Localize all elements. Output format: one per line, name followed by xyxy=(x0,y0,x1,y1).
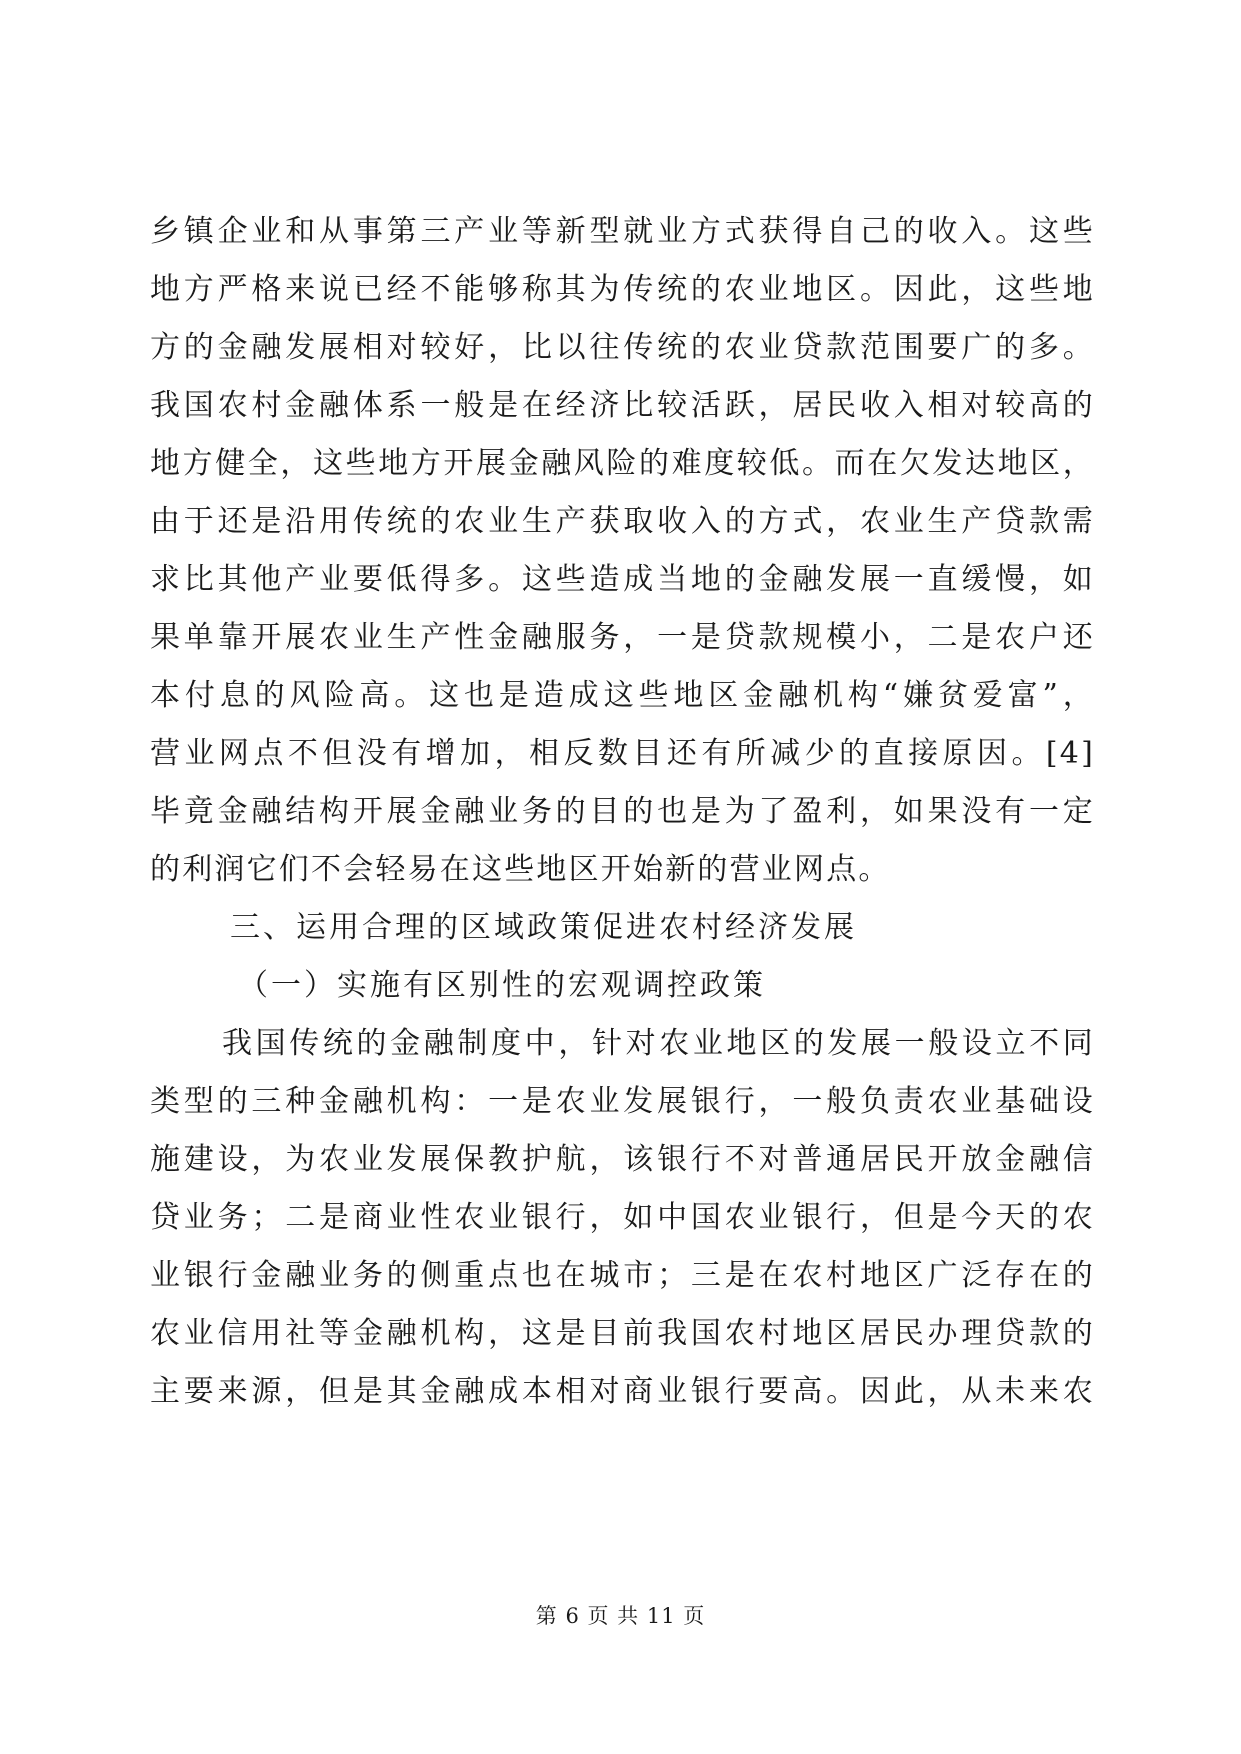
subsection-heading: （一）实施有区别性的宏观调控政策 xyxy=(238,968,766,1003)
paragraph-line: 地方健全，这些地方开展金融风险的难度较低。而在欠发达地区， xyxy=(150,446,1095,481)
paragraph-line: 施建设，为农业发展保教护航，该银行不对普通居民开放金融信 xyxy=(150,1142,1095,1177)
paragraph-line: 由于还是沿用传统的农业生产获取收入的方式，农业生产贷款需 xyxy=(150,504,1095,539)
paragraph-line: 毕竟金融结构开展金融业务的目的也是为了盈利，如果没有一定 xyxy=(150,794,1095,829)
page-number-footer: 第 6 页 共 11 页 xyxy=(535,1604,706,1628)
paragraph-line: 地方严格来说已经不能够称其为传统的农业地区。因此，这些地 xyxy=(150,272,1095,307)
paragraph-line: 类型的三种金融机构：一是农业发展银行，一般负责农业基础设 xyxy=(150,1084,1095,1119)
paragraph-line: 果单靠开展农业生产性金融服务，一是贷款规模小，二是农户还 xyxy=(150,620,1095,655)
paragraph-line: 的利润它们不会轻易在这些地区开始新的营业网点。 xyxy=(150,852,891,887)
paragraph-line: 求比其他产业要低得多。这些造成当地的金融发展一直缓慢，如 xyxy=(150,562,1095,597)
paragraph-line: 业银行金融业务的侧重点也在城市；三是在农村地区广泛存在的 xyxy=(150,1258,1095,1293)
paragraph-line: 农业信用社等金融机构，这是目前我国农村地区居民办理贷款的 xyxy=(150,1316,1095,1351)
paragraph-line: 我国农村金融体系一般是在经济比较活跃，居民收入相对较高的 xyxy=(150,388,1095,423)
section-heading: 三、运用合理的区域政策促进农村经济发展 xyxy=(230,910,857,945)
paragraph-line: 本付息的风险高。这也是造成这些地区金融机构“嫌贫爱富”， xyxy=(150,678,1095,713)
paragraph-line: 我国传统的金融制度中，针对农业地区的发展一般设立不同 xyxy=(222,1026,1095,1061)
paragraph-line: 方的金融发展相对较好，比以往传统的农业贷款范围要广的多。 xyxy=(150,330,1095,365)
paragraph-line: 营业网点不但没有增加，相反数目还有所减少的直接原因。[4] xyxy=(150,736,1095,771)
paragraph-line: 贷业务；二是商业性农业银行，如中国农业银行，但是今天的农 xyxy=(150,1200,1095,1235)
paragraph-line: 主要来源，但是其金融成本相对商业银行要高。因此，从未来农 xyxy=(150,1374,1095,1409)
paragraph-line: 乡镇企业和从事第三产业等新型就业方式获得自己的收入。这些 xyxy=(150,214,1095,249)
